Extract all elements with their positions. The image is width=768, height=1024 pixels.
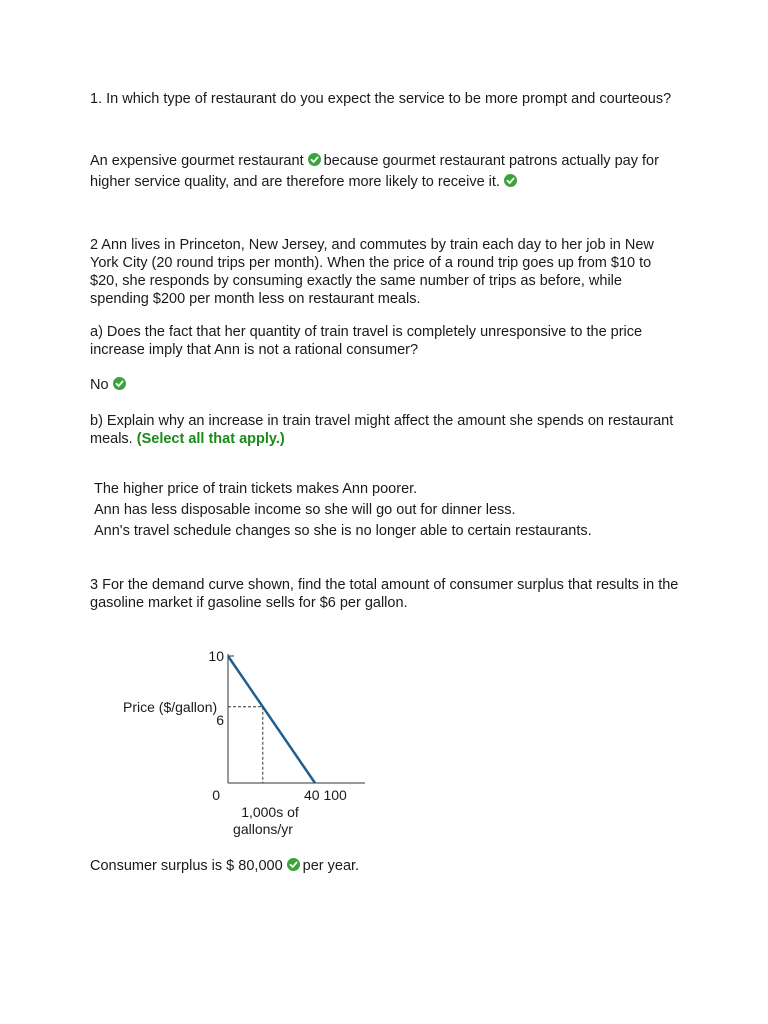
q3-answer <box>90 857 690 875</box>
q2a-question: a) Does the fact that her quantity of train travel is completely unresponsive to the price increase imply that Ann is not a rational consumer? <box>90 324 643 358</box>
demand-line <box>228 656 315 783</box>
q1-answer-explanation: because gourmet restaurant patrons actually pay for higher service quality, and are therefore more likely to receive it. <box>90 153 659 190</box>
correct-check-icon <box>504 174 517 187</box>
x-axis-label-line2: gallons/yr <box>233 821 293 837</box>
q2a-answer <box>90 376 690 394</box>
q3-answer-value: 80,000 <box>238 858 283 874</box>
y-tick-label-0: 0 <box>212 787 220 803</box>
correct-check-icon <box>113 377 126 390</box>
option-item[interactable]: Ann has less disposable income so she will go out for dinner less. <box>94 502 516 518</box>
q3-question: 3 For the demand curve shown, find the total amount of consumer surplus that results in the gasoline market if gasoline sells for $6 per gallon. <box>90 577 679 611</box>
q2b-question-text: b) Explain why an increase in train travel might affect the amount she spends on restaurant meals. <box>90 413 674 447</box>
q1-answer <box>90 151 690 193</box>
q1-question: 1. In which type of restaurant do you expect the service to be more prompt and courteous? <box>90 91 672 107</box>
q3-answer-suffix: per year. <box>302 858 360 874</box>
q2-stem: 2 Ann lives in Princeton, New Jersey, and commutes by train each day to her job in New York City (20 round trips per month). When the price of a round trip goes up from $10 to $20, she responds by consuming exactly the same number of trips as before, while spending $200 per month less on restaurant meals. <box>90 237 654 307</box>
q2b-instruction: (Select all that apply.) <box>136 431 285 447</box>
y-axis-label: Price ($/gallon) <box>123 699 218 715</box>
q2b-options <box>94 480 734 543</box>
x-tick-labels: 40 100 <box>304 787 347 803</box>
demand-curve-chart <box>110 640 390 840</box>
option-item[interactable]: Ann's travel schedule changes so she is no longer able to certain restaurants. <box>94 523 592 539</box>
y-tick-label-6: 6 <box>216 711 224 728</box>
option-item[interactable]: The higher price of train tickets makes Ann poorer. <box>94 481 418 497</box>
q1-answer-choice: An expensive gourmet restaurant <box>90 153 304 169</box>
y-tick-label-10: 10 <box>208 648 224 664</box>
q2a-answer-value: No <box>90 377 109 393</box>
correct-check-icon <box>287 858 300 871</box>
correct-check-icon <box>308 153 321 166</box>
q2b-question <box>90 412 680 448</box>
x-axis-label-line1: 1,000s of <box>241 804 299 820</box>
q3-answer-prefix: Consumer surplus is $ <box>90 858 235 874</box>
